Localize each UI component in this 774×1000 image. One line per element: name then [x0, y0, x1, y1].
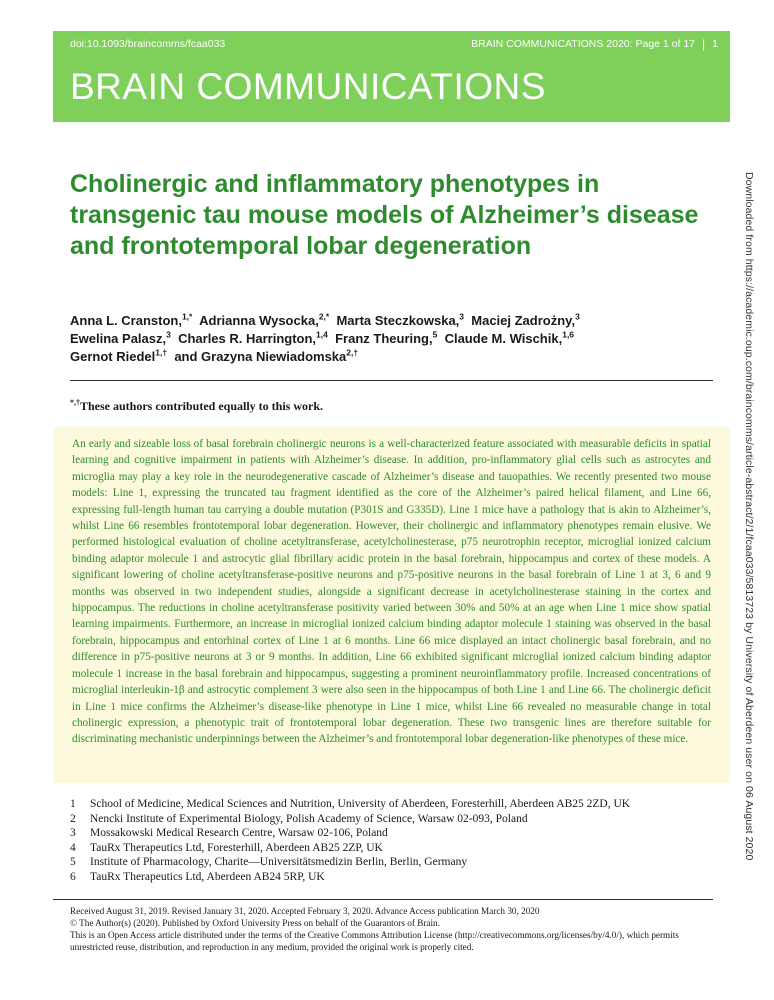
download-note-text: Downloaded from https://academic.oup.com/braincomms/article-abstract/2/1/fcaa033/5813723 by University of Aberdeen user on 06 August 2020	[743, 172, 755, 861]
author[interactable]: Anna L. Cranston,$^{1,*}$	[70, 311, 193, 328]
license-notice: This is an Open Access article distributed under the terms of the Creative Commons Attribution License (http://creativecommons.org/licenses/by/4.0/), which permits unrestricted reuse, distribution, and reproduction in any medium, provided the original work is properly cited.	[70, 930, 679, 952]
abstract-box	[53, 427, 730, 783]
affiliation-item: 6 TauRx Therapeutics Ltd, Aberdeen AB24 5RP, UK	[70, 870, 325, 883]
affiliation-item: 3 Mossakowski Medical Research Centre, Warsaw 02-106, Poland	[70, 827, 388, 839]
affiliation-item: 2 Nencki Institute of Experimental Biology, Polish Academy of Science, Warsaw 02-093, Poland	[70, 812, 528, 825]
affiliation-item: 4 TauRx Therapeutics Ltd, Foresterhill, Aberdeen AB25 2ZP, UK	[70, 841, 383, 854]
author[interactable]: Gernot Riedel$^{1,\dagger}$	[70, 347, 168, 364]
author[interactable]: Ewelina Palasz,$^3$	[70, 329, 171, 346]
equal-note-marker: *,†	[70, 398, 80, 407]
author-list	[70, 312, 710, 366]
author[interactable]: Charles R. Harrington,$^{1,4}$	[178, 329, 328, 346]
page-number: 1	[712, 38, 718, 50]
separator: |	[702, 37, 706, 51]
running-head: BRAIN COMMUNICATIONS 2020: Page 1 of 17	[471, 38, 696, 50]
author[interactable]: and Grazyna Niewiadomska$^{2,\dagger}$	[174, 347, 359, 364]
affiliation-item: 5 Institute of Pharmacology, Charite—Universitätsmedizin Berlin, Berlin, Germany	[70, 856, 468, 868]
running-head-group	[471, 37, 718, 51]
author[interactable]: Claude M. Wischik,$^{1,6}$	[444, 329, 575, 346]
author[interactable]: Marta Steczkowska,$^3$	[336, 311, 465, 328]
download-note	[736, 172, 762, 861]
author[interactable]: Franz Theuring,$^5$	[335, 329, 438, 346]
author[interactable]: Maciej Zadrożny,$^3$	[471, 311, 580, 328]
article-title: Cholinergic and inflammatory phenotypes in transgenic tau mouse models of Alzheimer’s disease and frontotemporal lobar degeneration	[70, 170, 699, 260]
running-header	[70, 37, 718, 51]
affiliation-list	[70, 797, 710, 884]
publication-footer	[70, 905, 720, 953]
journal-banner	[53, 31, 730, 122]
equal-note-text: These authors contributed equally to this work.	[80, 399, 324, 413]
equal-contribution-note	[70, 398, 323, 414]
author[interactable]: Adrianna Wysocka,$^{2,*}$	[199, 311, 330, 328]
copyright-notice: © The Author(s) (2020). Published by Oxford University Press on behalf of the Guarantors of Brain.	[70, 918, 440, 928]
title-divider	[70, 380, 713, 381]
footer-divider	[53, 899, 713, 900]
received-dates: Received August 31, 2019. Revised January 31, 2020. Accepted February 3, 2020. Advance Access publication March 30, 2020	[70, 906, 540, 916]
doi[interactable]: doi:10.1093/braincomms/fcaa033	[70, 38, 226, 50]
journal-name: BRAIN COMMUNICATIONS	[70, 66, 546, 107]
abstract-text: An early and sizeable loss of basal forebrain cholinergic neurons is a well-characterized feature associated with measurable deficits in spatial learning and cognitive impairment in patients with Alzheimer’s disease. In addition, pro-inflammatory glial cells such as astrocytes and microglia may play a key role in the neurodegenerative cascade of Alzheimer’s disease and tauopathies. We recently presented two mouse models: Line 1, expressing the truncated tau fragment identified as the core of the Alzheimer’s paired helical filament, and Line 66, expressing full-length human tau carrying a double mutation (P301S and G335D). Line 1 mice have a pathology that is akin to Alzheimer’s, whilst Line 66 resembles frontotemporal lobar degeneration. However, their cholinergic and inflammatory phenotypes remain elusive. We performed histological evaluation of choline acetyltransferase, acetylcholinesterase, p75 neurotrophin receptor, microglial ionized calcium binding adaptor molecule 1 and astrocytic glial fibrillary acidic protein in the basal forebrain, hippocampus and cortex of these models. A significant lowering of choline acetyltransferase-positive neurons and p75-positive neurons in the basal forebrain of Line 1 at 3, 6 and 9 months was observed in two independent studies, alongside a significant decrease in acetylcholinesterase staining in the cortex and hippocampus. The reductions in choline acetyltransferase positivity varied between 30% and 50% at an age when Line 1 mice show spatial learning impairments. Furthermore, an increase in microglial ionized calcium binding adaptor molecule 1 staining was observed in the basal forebrain, hippocampus and entorhinal cortex of Line 1 at 6 months. Line 66 mice displayed an intact cholinergic basal forebrain, and no difference in p75-positive neurons at 3 or 9 months. In addition, Line 66 exhibited significant microglial ionized calcium binding adaptor molecule 1 increase in the basal forebrain and hippocampus, suggesting a prominent neuroinflammatory profile. Increased concentrations of microglial interleukin-1β and astrocytic complement 3 were also seen in the hippocampus of both Line 1 and Line 66. The cholinergic deficit in Line 1 mice confirms the Alzheimer’s disease-like phenotype in Line 1 mice, whilst Line 66 revealed no measurable change in total cholinergic expression, a phenotypic trait of frontotemporal lobar degeneration. These two transgenic lines are therefore suitable for discriminating mechanistic underpinnings between the Alzheimer’s and frontotemporal lobar degeneration-like phenotypes of these mice.	[72, 438, 711, 746]
affiliation-item: 1 School of Medicine, Medical Sciences and Nutrition, University of Aberdeen, Foresterhill, Aberdeen AB25 2ZD, UK	[70, 798, 631, 810]
